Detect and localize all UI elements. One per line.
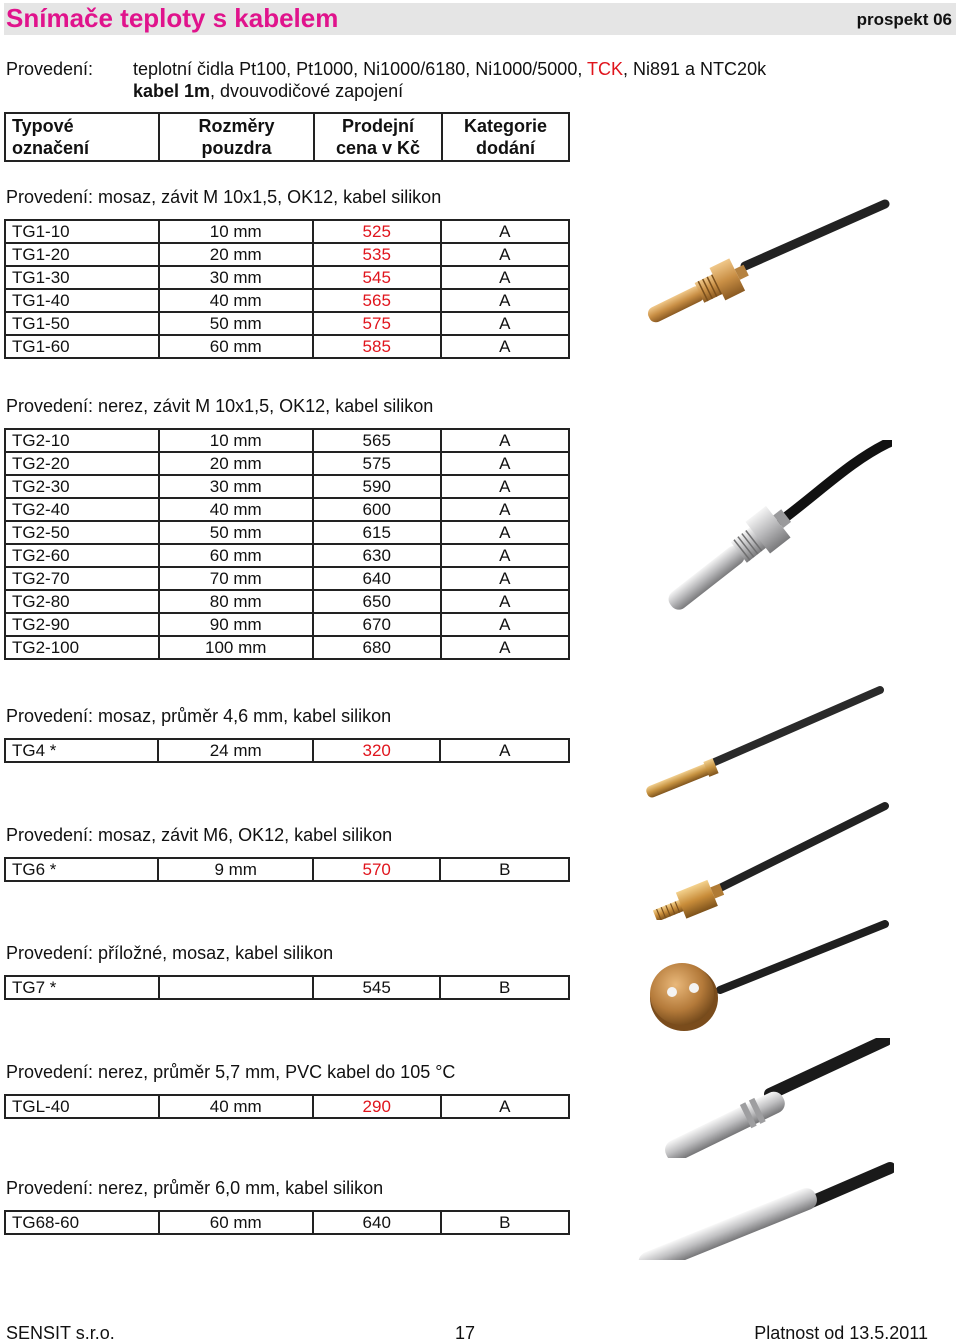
stainless-tube-sensor-image [660,1038,890,1158]
col-rozmery-line1: Rozměry [198,116,275,136]
table-row [5,452,569,475]
type-cell: TG2-10 [5,429,159,452]
table-row [5,335,569,358]
type-cell: TG2-40 [5,498,159,521]
size-cell: 60 mm [159,1211,313,1234]
brass-disc-sensor-image [640,920,890,1040]
size-cell: 100 mm [159,636,313,659]
price-cell: 600 [313,498,441,521]
col-typ-line1: Typové [12,116,74,136]
category-cell: A [441,475,570,498]
product-table [4,219,570,359]
category-cell: A [441,220,570,243]
prospekt-label: prospekt 06 [856,10,952,29]
product-table [4,857,570,882]
intro-tck: TCK [587,59,624,79]
product-table [4,1210,570,1235]
footer-validity: Platnost od 13.5.2011 [754,1323,928,1343]
col-cena-line1: Prodejní [341,116,414,136]
size-cell: 30 mm [159,475,313,498]
product-table [4,428,570,660]
size-cell: 60 mm [159,544,313,567]
price-cell: 565 [313,289,441,312]
size-cell: 20 mm [159,452,313,475]
category-cell: A [441,312,570,335]
type-cell: TG1-50 [5,312,159,335]
section-title: Provedení: příložné, mosaz, kabel silikon [6,943,334,963]
size-cell: 10 mm [159,220,313,243]
type-cell: TG2-30 [5,475,159,498]
price-cell: 525 [313,220,441,243]
size-cell: 70 mm [159,567,313,590]
footer-company: SENSIT s.r.o. [6,1323,115,1343]
col-typ-line2: označení [12,138,90,158]
intro-label: Provedení: [6,59,94,79]
type-cell: TG2-70 [5,567,159,590]
category-cell: A [441,266,570,289]
col-kategorie-line1: Kategorie [463,116,548,136]
table-row [5,976,569,999]
table-row [5,289,569,312]
category-cell: A [441,613,570,636]
table-row [5,266,569,289]
stainless-long-sensor-image [632,1160,894,1260]
price-cell: 545 [313,976,441,999]
price-cell: 575 [313,312,441,335]
type-cell: TG6 * [5,858,158,881]
brass-threaded-sensor-image [630,198,890,338]
size-cell: 60 mm [159,335,313,358]
category-cell: A [441,335,570,358]
category-cell: A [441,289,570,312]
price-cell: 585 [313,335,441,358]
category-cell: A [441,429,570,452]
size-cell: 40 mm [159,1095,313,1118]
price-cell: 650 [313,590,441,613]
product-table [4,1094,570,1119]
price-cell: 320 [313,739,441,762]
size-cell: 20 mm [159,243,313,266]
table-row [5,590,569,613]
type-cell: TG2-90 [5,613,159,636]
table-row [5,521,569,544]
price-cell: 615 [313,521,441,544]
table-row [5,567,569,590]
table-row [5,739,569,762]
category-cell: A [441,521,570,544]
size-cell: 9 mm [158,858,312,881]
table-row [5,636,569,659]
price-cell: 590 [313,475,441,498]
price-cell: 670 [313,613,441,636]
section-title: Provedení: mosaz, průměr 4,6 mm, kabel silikon [6,706,392,726]
table-row [5,544,569,567]
page-title: Snímače teploty s kabelem [6,3,339,33]
size-cell: 30 mm [159,266,313,289]
stainless-threaded-sensor-image [632,440,892,612]
type-cell: TG2-50 [5,521,159,544]
type-cell: TGL-40 [5,1095,159,1118]
table-row [5,429,569,452]
price-cell: 565 [313,429,441,452]
type-cell: TG1-20 [5,243,159,266]
type-cell: TG1-10 [5,220,159,243]
intro-text: teplotní čidla Pt100, Pt1000, Ni1000/6180, Ni1000/5000, [133,59,588,79]
col-cena [315,114,443,160]
footer-page-number: 17 [455,1323,476,1343]
category-cell: B [441,1211,569,1234]
price-cell: 640 [313,567,441,590]
size-cell [159,976,313,999]
type-cell: TG2-20 [5,452,159,475]
price-cell: 570 [313,858,441,881]
intro-text-end: , Ni891 a NTC20k [623,59,767,79]
category-cell: A [440,739,569,762]
category-cell: A [441,1095,570,1118]
category-cell: A [441,567,570,590]
column-header [4,112,570,162]
size-cell: 80 mm [159,590,313,613]
category-cell: B [440,858,569,881]
brass-m6-sensor-image [640,800,890,920]
size-cell: 24 mm [158,739,312,762]
product-table [4,975,570,1000]
size-cell: 40 mm [159,498,313,521]
section-title: Provedení: mosaz, závit M 10x1,5, OK12, kabel silikon [6,187,442,207]
col-typ [6,114,160,160]
type-cell: TG2-100 [5,636,159,659]
type-cell: TG2-80 [5,590,159,613]
col-kategorie-line2: dodání [476,138,535,158]
size-cell: 40 mm [159,289,313,312]
type-cell: TG1-40 [5,289,159,312]
table-row [5,220,569,243]
type-cell: TG68-60 [5,1211,159,1234]
intro-cable-length: kabel 1m [133,81,211,101]
type-cell: TG1-30 [5,266,159,289]
price-cell: 630 [313,544,441,567]
price-cell: 640 [313,1211,441,1234]
size-cell: 50 mm [159,312,313,335]
table-row [5,1095,569,1118]
price-cell: 290 [313,1095,441,1118]
category-cell: B [440,976,569,999]
size-cell: 50 mm [159,521,313,544]
price-cell: 575 [313,452,441,475]
category-cell: A [441,498,570,521]
price-cell: 535 [313,243,441,266]
price-cell: 680 [313,636,441,659]
section-title: Provedení: nerez, průměr 6,0 mm, kabel silikon [6,1178,384,1198]
col-rozmery [160,114,315,160]
intro-line-1 [133,58,766,80]
type-cell: TG7 * [5,976,159,999]
col-rozmery-line2: pouzdra [201,138,272,158]
table-row [5,475,569,498]
table-row [5,312,569,335]
type-cell: TG4 * [5,739,158,762]
section-title: Provedení: nerez, závit M 10x1,5, OK12, kabel silikon [6,396,434,416]
section-title: Provedení: nerez, průměr 5,7 mm, PVC kabel do 105 °C [6,1062,456,1082]
section-title: Provedení: mosaz, závit M6, OK12, kabel silikon [6,825,393,845]
table-row [5,613,569,636]
type-cell: TG2-60 [5,544,159,567]
table-row [5,243,569,266]
col-cena-line2: cena v Kč [335,138,421,158]
col-kategorie [443,114,568,160]
size-cell: 10 mm [159,429,313,452]
brass-tube-sensor-image [640,684,885,799]
category-cell: A [441,243,570,266]
size-cell: 90 mm [159,613,313,636]
category-cell: A [441,590,570,613]
type-cell: TG1-60 [5,335,159,358]
table-row [5,498,569,521]
category-cell: A [441,636,570,659]
category-cell: A [441,544,570,567]
category-cell: A [441,452,570,475]
intro-wiring: , dvouvodičové zapojení [210,81,404,101]
product-table [4,738,570,763]
intro-line-2 [133,80,403,102]
table-row [5,858,569,881]
price-cell: 545 [313,266,441,289]
table-row [5,1211,569,1234]
